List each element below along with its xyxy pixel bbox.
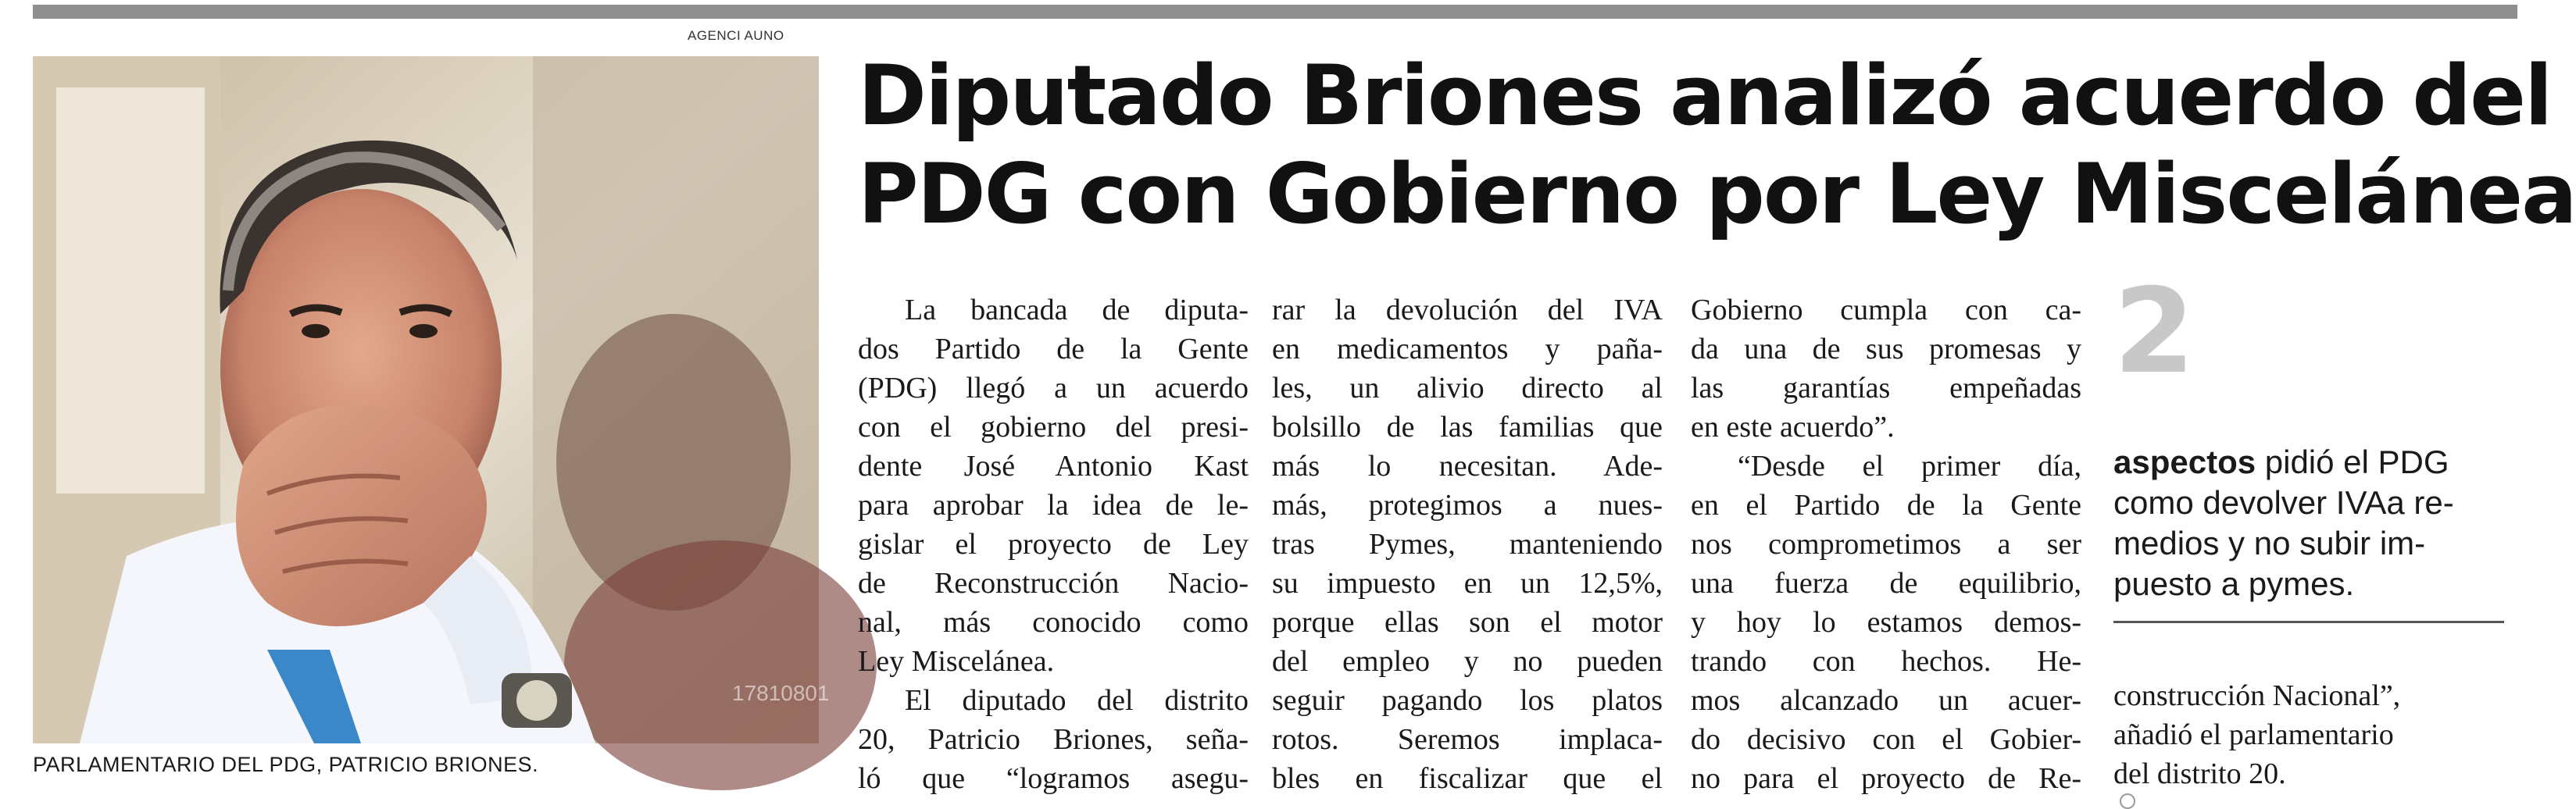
text-line: dos Partido de la Gente: [858, 333, 1249, 365]
paragraph: [1691, 447, 2081, 798]
text-line: El diputado del distrito: [905, 684, 1249, 717]
body-column-2: [1272, 290, 1663, 798]
text-line: rotos. Seremos implaca-: [1272, 723, 1663, 756]
paragraph: [858, 290, 1249, 681]
text-line: las garantías empeñadas: [1691, 372, 2081, 404]
sidebar-aspects: [2113, 442, 2481, 604]
text-line: Ley Miscelánea.: [858, 645, 1055, 678]
text-line: más, protegimos a nues-: [1272, 489, 1663, 522]
text-line: gislar el proyecto de Ley: [858, 528, 1249, 561]
portrait-illustration: [33, 56, 819, 743]
sidebar-bold-word: aspectos: [2113, 444, 2256, 480]
text-line: mos alcanzado un acuer-: [1691, 684, 2081, 717]
sidebar-number: 2: [2113, 264, 2195, 400]
article-photo: [33, 56, 830, 743]
text-line: de Reconstrucción Nacio-: [858, 567, 1249, 600]
text-line: La bancada de diputa-: [905, 294, 1249, 326]
sidebar-line: [2113, 442, 2481, 483]
text-line: seguir pagando los platos: [1272, 684, 1663, 717]
sidebar-line: como devolver IVAa re-: [2113, 484, 2454, 521]
text-line: nal, más conocido como: [858, 606, 1249, 639]
text-line: trando con hechos. He-: [1691, 645, 2081, 678]
paragraph: [858, 681, 1249, 798]
text-line: ló que “logramos asegu-: [858, 762, 1249, 795]
text-line: nos comprometimos a ser: [1691, 528, 2081, 561]
paragraph: [1272, 290, 1663, 798]
text-line: dente José Antonio Kast: [858, 450, 1249, 483]
photo-caption: PARLAMENTARIO DEL PDG, PATRICIO BRIONES.: [33, 753, 539, 776]
text-line: no para el proyecto de Re-: [1691, 762, 2081, 795]
text-line: y hoy lo estamos demos-: [1691, 606, 2081, 639]
text-line: (PDG) llegó a un acuerdo: [858, 372, 1249, 404]
text-line: su impuesto en un 12,5%,: [1272, 567, 1663, 600]
text-line: añadió el parlamentario: [2113, 718, 2394, 751]
text-line: tras Pymes, manteniendo: [1272, 528, 1663, 561]
text-line: con el gobierno del presi-: [858, 411, 1249, 444]
text-line: en medicamentos y paña-: [1272, 333, 1663, 365]
headline: [858, 47, 2576, 244]
text-line: porque ellas son el motor: [1272, 606, 1663, 639]
paragraph: [1691, 290, 2081, 447]
text-line: 20, Patricio Briones, seña-: [858, 723, 1249, 756]
text-line: rar la devolución del IVA: [1272, 294, 1663, 326]
text-line: en el Partido de la Gente: [1691, 489, 2081, 522]
text-line: en este acuerdo”.: [1691, 411, 1895, 444]
sidebar-divider: [2113, 621, 2504, 623]
text-line: “Desde el primer día,: [1738, 450, 2081, 483]
text-line: do decisivo con el Gobier-: [1691, 723, 2081, 756]
text-line: les, un alivio directo al: [1272, 372, 1663, 404]
text-line: una fuerza de equilibrio,: [1691, 567, 2081, 600]
body-column-3: [1691, 290, 2081, 798]
photo-credit: AGENCI AUNO: [688, 28, 784, 43]
headline-line: PDG con Gobierno por Ley Miscelánea: [858, 146, 2576, 242]
text-line: construcción Nacional”,: [2113, 679, 2401, 712]
text-line-end: del distrito 20.: [2113, 757, 2286, 790]
body-column-4: [2113, 676, 2504, 809]
photo-watermark: 17810801: [732, 681, 830, 705]
text-line: más lo necesitan. Ade-: [1272, 450, 1663, 483]
text-line: bles en fiscalizar que el: [1272, 762, 1663, 795]
text-line: del empleo y no pueden: [1272, 645, 1663, 678]
end-mark-icon: [2120, 793, 2135, 809]
top-rule: [33, 5, 2517, 19]
sidebar-line: puesto a pymes.: [2113, 565, 2355, 602]
headline-line: Diputado Briones analizó acuerdo del: [858, 48, 2552, 144]
text-line: Gobierno cumpla con ca-: [1691, 294, 2081, 326]
sidebar-line: medios y no subir im-: [2113, 525, 2426, 561]
body-column-1: [858, 290, 1249, 798]
sidebar-line-rest: pidió el PDG: [2256, 444, 2449, 480]
text-line: bolsillo de las familias que: [1272, 411, 1663, 444]
text-line: [2113, 754, 2504, 809]
text-line: para aprobar la idea de le-: [858, 489, 1249, 522]
text-line: da una de sus promesas y: [1691, 333, 2081, 365]
